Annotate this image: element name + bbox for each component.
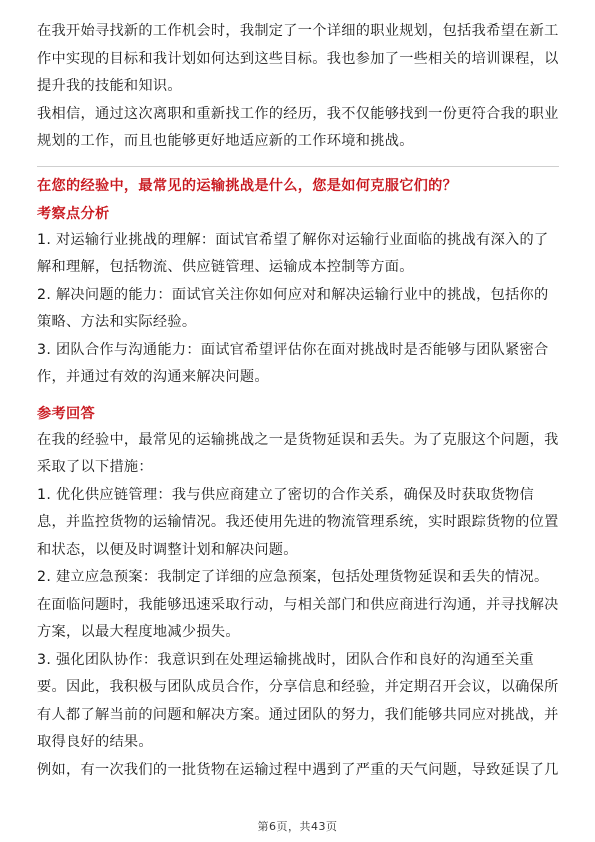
section-divider — [37, 166, 559, 167]
analysis-point-2: 2. 解决问题的能力：面试官关注你如何应对和解决运输行业中的挑战，包括你的策略、方法和实际经验。 — [37, 286, 549, 330]
intro-paragraph-2: 我相信，通过这次离职和重新找工作的经历，我不仅能够找到一份更符合我的职业规划的工作，而且也能够更好地适应新的工作环境和挑战。 — [37, 105, 559, 149]
intro-paragraph-1: 在我开始寻找新的工作机会时，我制定了一个详细的职业规划，包括我希望在新工作中实现的目标和我计划如何达到这些目标。我也参加了一些相关的培训课程，以提升我的技能和知识。 — [37, 23, 559, 94]
answer-paragraph-1: 在我的经验中，最常见的运输挑战之一是货物延误和丢失。为了克服这个问题，我采取了以下措施： — [37, 431, 559, 475]
answer-paragraph-3: 2. 建立应急预案：我制定了详细的应急预案，包括处理货物延误和丢失的情况。在面临问题时，我能够迅速采取行动，与相关部门和供应商进行沟通，并寻找解决方案，以最大程度地减少损失。 — [37, 569, 559, 640]
page-number-footer: 第6页，共43页 — [257, 820, 338, 833]
spacer — [37, 392, 559, 401]
interview-question: 在您的经验中，最常见的运输挑战是什么，您是如何克服它们的？ — [37, 177, 458, 194]
answer-paragraph-4: 3. 强化团队协作：我意识到在处理运输挑战时，团队合作和良好的沟通至关重要。因此，我积极与团队成员合作，分享信息和经验，并定期召开会议，以确保所有人都了解当前的问题和解决方案。通过团队的努力，我们能够共同应对挑战，并取得良好的结果。 — [37, 651, 559, 750]
answer-heading: 参考回答 — [37, 405, 95, 422]
analysis-point-3: 3. 团队合作与沟通能力：面试官希望评估你在面对挑战时是否能够与团队紧密合作，并通过有效的沟通来解决问题。 — [37, 341, 549, 385]
answer-paragraph-2: 1. 优化供应链管理：我与供应商建立了密切的合作关系，确保及时获取货物信息，并监控货物的运输情况。我还使用先进的物流管理系统，实时跟踪货物的位置和状态，以便及时调整计划和解决问题。 — [37, 486, 559, 558]
analysis-point-1: 1. 对运输行业挑战的理解：面试官希望了解你对运输行业面临的挑战有深入的了解和理解，包括物流、供应链管理、运输成本控制等方面。 — [37, 231, 549, 275]
document-page — [37, 18, 559, 784]
answer-paragraph-5: 例如，有一次我们的一批货物在运输过程中遇到了严重的天气问题，导致延误了几 — [37, 761, 559, 778]
analysis-heading: 考察点分析 — [37, 205, 110, 222]
